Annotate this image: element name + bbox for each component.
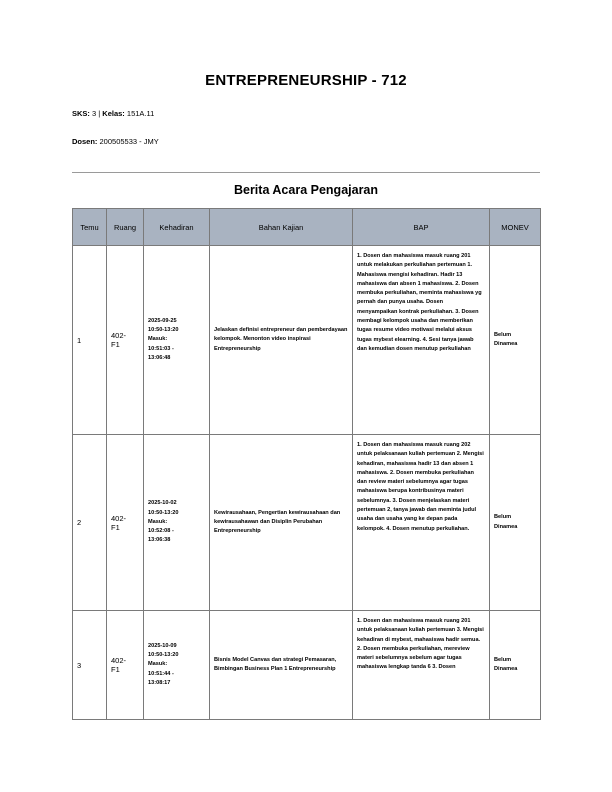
cell-monev: Belum Dinamea: [490, 611, 541, 720]
bap-text: 1. Dosen dan mahasiswa masuk ruang 202 untuk pelaksanaan kuliah pertemuan 2. Mengisi kehadiran, mahasiswa hadir 13 dan absen 1 mahasiswa. 2. Dosen membuka perkuliahan dan review materi sebelumnya agar tugas mahasiswa berupa kontribusinya materi sebelumnya. 3. Dosen menjelaskan materi pertemuan 2, tanya jawab dan meminta judul usaha dan usaha yang ke depan pada kelompok. 4. Dosen menutup perkuliahan.: [357, 442, 484, 532]
course-meta-line: [72, 109, 154, 118]
header-ruang: Ruang: [107, 209, 144, 246]
cell-bap: [353, 246, 490, 435]
dosen-value: 200505533 - JMY: [97, 137, 159, 146]
cell-kehadiran: 2025-10-09 10:50-13:20 Masuk: 10:51:44 - 13:08:17: [144, 611, 210, 720]
cell-temu: 1: [73, 246, 107, 435]
table-row: [73, 435, 541, 611]
kelas-value: 151A.11: [124, 109, 155, 118]
dosen-label: Dosen:: [72, 137, 98, 146]
cell-ruang: 402- F1: [107, 611, 144, 720]
cell-kehadiran: 2025-10-02 10:50-13:20 Masuk: 10:52:08 - 13:06:38: [144, 435, 210, 611]
cell-bahan-kajian: Jelaskan definisi entrepreneur dan pemberdayaan kelompok. Menonton video inspirasi Entrepreneurship: [210, 246, 353, 435]
bap-text: 1. Dosen dan mahasiswa masuk ruang 201 untuk melakukan perkuliahan pertemuan 1. Mahasiswa mengisi kehadiran. Hadir 13 mahasiswa dan absen 1 mahasiswa. 2. Dosen membuka perkuliahan, meminta mahasiswa yg pernah dan punya usaha. Dosen menyampaikan kontrak perkuliahan. 3. Dosen membagi kelompok usaha dan memberikan tugas resume video motivasi melalui aksus tugas mybest elearning. 4. Sesi tanya jawab dan kemudian dosen menutup perkuliahan: [357, 253, 482, 352]
kelas-label: Kelas:: [102, 109, 125, 118]
cell-ruang: 402- F1: [107, 435, 144, 611]
table-row: [73, 246, 541, 435]
header-kehadiran: Kehadiran: [144, 209, 210, 246]
cell-ruang: 402- F1: [107, 246, 144, 435]
lecturer-meta-line: [72, 137, 159, 146]
bap-text: 1. Dosen dan mahasiswa masuk ruang 201 untuk pelaksanaan kuliah pertemuan 3. Mengisi kehadiran di mybest, mahasiswa hadir semua. 2. Dosen membuka perkuliahan, mereview materi sebelumnya sebelum agar tugas mahasiswa lengkap tanda 6 3. Dosen: [357, 618, 484, 671]
sks-value: 3 |: [89, 109, 103, 118]
cell-bap: [353, 611, 490, 720]
header-temu: Temu: [73, 209, 107, 246]
sks-label: SKS:: [72, 109, 90, 118]
header-bap: BAP: [353, 209, 490, 246]
header-divider: [72, 172, 540, 173]
cell-kehadiran: 2025-09-25 10:50-13:20 Masuk: 10:51:03 - 13:06:48: [144, 246, 210, 435]
header-bahan-kajian: Bahan Kajian: [210, 209, 353, 246]
section-title: Berita Acara Pengajaran: [233, 183, 379, 197]
header-monev: MONEV: [490, 209, 541, 246]
cell-temu: 3: [73, 611, 107, 720]
cell-bahan-kajian: Bisnis Model Canvas dan strategi Pemasaran, Bimbingan Business Plan 1 Entrepreneurship: [210, 611, 353, 720]
table-header-row: [73, 209, 541, 246]
document-title: ENTREPRENEURSHIP - 712: [205, 72, 407, 89]
cell-monev: Belum Dinamea: [490, 246, 541, 435]
cell-bap: [353, 435, 490, 611]
cell-monev: Belum Dinamea: [490, 435, 541, 611]
table-row: [73, 611, 541, 720]
cell-temu: 2: [73, 435, 107, 611]
teaching-report-table: [72, 208, 541, 720]
cell-bahan-kajian: Kewirausahaan, Pengertian kewirausahaan dan kewirausahawan dan Disiplin Perubahan Entrepreneurship: [210, 435, 353, 611]
